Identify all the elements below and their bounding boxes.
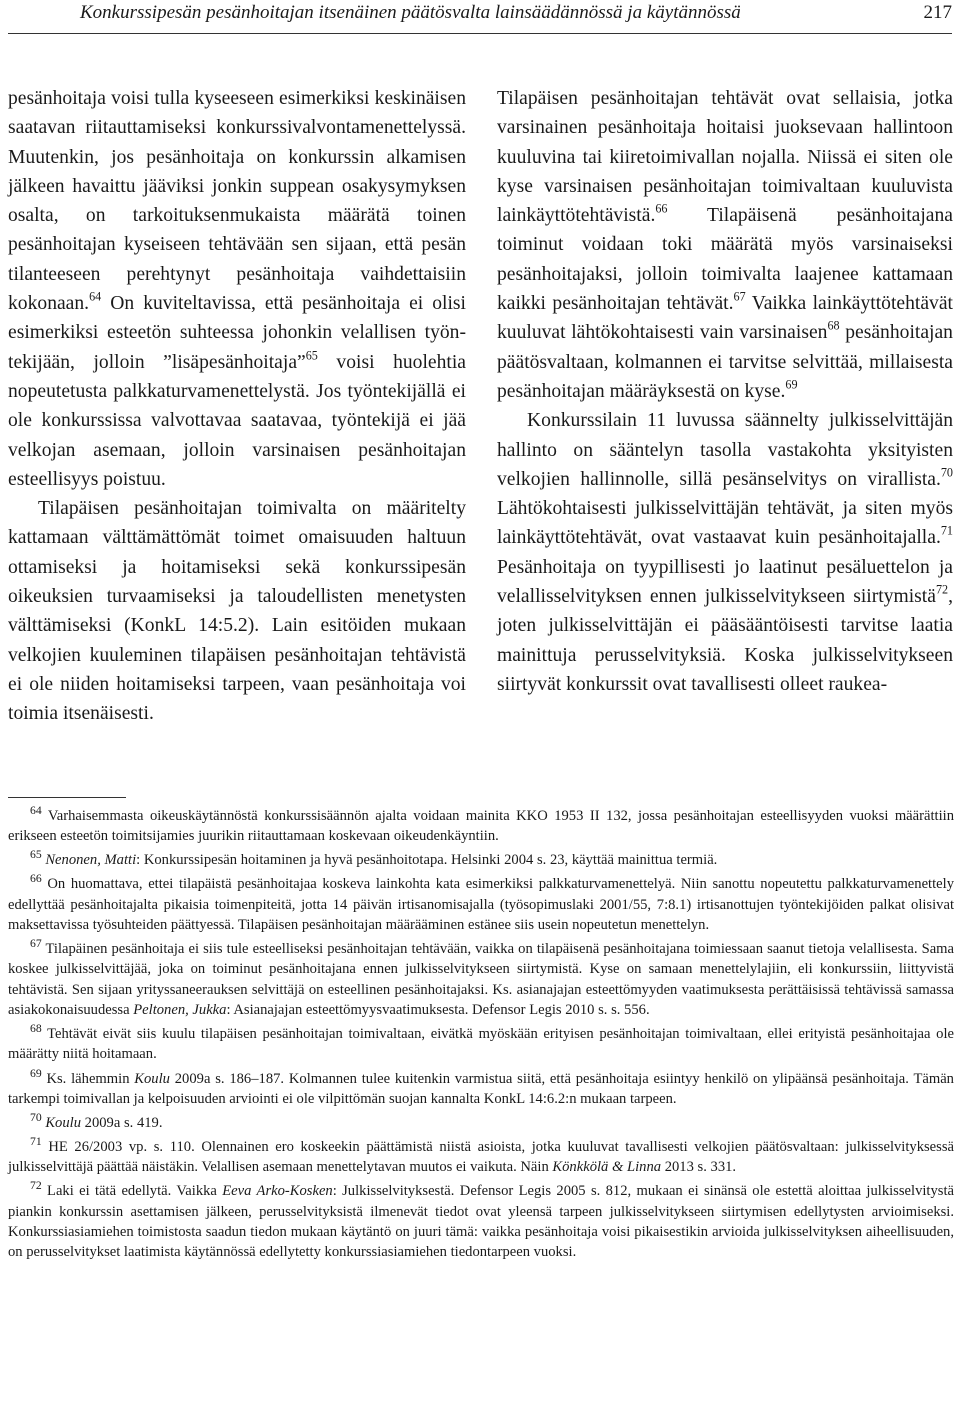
left-paragraph-2: Tilapäisen pesänhoitajan toimivalta on määritelty kattamaan välttämättömät toimet omaisuuden haltuun ottamiseksi ja hoitamiseksi sekä konkurssipesän oikeuksien turvaamiseksi ja taloudellisten menetysten välttämiseksi (KonkL 14:5.2). Lain esitöiden mukaan velkojien kuuleminen tilapäisen pesänhoitajan tehtävistä ei ole niiden hoitamiseksi tarpeen, vaan pesänhoitaja voi toimia itsenäisesti. <box>8 498 466 725</box>
footnote-ref[interactable]: 68 <box>827 318 840 333</box>
text-run: pesänhoitaja voisi tulla kyseeseen esimerkiksi keskinäisen saatavan riitauttamiseksi konkurssivalvontamenettelyssä. Muutenkin, jos pesänhoitaja on konkurssin alkamisen jälkeen havaittu jääviksi jonkin suppean osakysymyksen osalta, on tarkoituksenmukaista määrätä toinen pesänhoitajan kyseiseen tehtävään sen sijaan, että pesän tilanteeseen perehtynyt pesänhoitaja vaihdettaisiin kokonaan. <box>8 88 466 315</box>
footnote-text: Tehtävät eivät siis kuulu tilapäisen pesänhoitajan toimivaltaan, eivätkä myöskään erityisen pesänhoitajan toimivaltaan, ellei erityistä pesänhoitajaa ole määrätty niitä hoitamaan. <box>8 1026 954 1063</box>
footnote-text: 2009a s. 186–187. Kolmannen tulee kuitenkin varmistua siitä, että pesänhoitaja esiintyy henkilö on ylipäänsä pesänhoitaja. Tämän tarkempi toimivallan ja kelpoisuuden arviointi ei ole vilpittömän suojan kannalta KonkL 14:6.2:n mukaan tarpeen. <box>8 1070 954 1107</box>
footnotes <box>8 806 954 1266</box>
footnote-ref[interactable]: 64 <box>89 289 102 304</box>
running-title: Konkurssipesän pesänhoitajan itsenäinen päätösvalta lainsäädännössä ja käytännössä <box>80 2 741 23</box>
footnote-author: Nenonen, Matti <box>45 852 137 869</box>
footnote-68 <box>8 1024 954 1065</box>
text-run: Pesänhoitaja on tyypillisesti jo laatinut pesäluettelon ja velallisselvityksen ennen julkisselvitykseen siirtymistä <box>497 556 953 608</box>
footnote-66 <box>8 874 954 935</box>
text-run: pesänhoitajan päätösvaltaan, kolmannen ei tarvitse selvittää, millaisesta pesänhoitajan määräyksestä on kyse. <box>497 322 953 402</box>
text-run: Vaikka lainkäyttötehtävät kuuluvat lähtökohtaisesti vain varsinaisen <box>497 293 953 344</box>
footnote-ref[interactable]: 70 <box>940 465 953 480</box>
footnote-number: 67 <box>30 937 42 951</box>
footnote-ref[interactable]: 67 <box>733 289 746 304</box>
right-paragraph-2 <box>497 406 953 699</box>
footnote-text: 2013 s. 331. <box>661 1159 737 1176</box>
footnote-number: 70 <box>30 1111 42 1125</box>
right-paragraph-1 <box>497 84 953 406</box>
footnote-number: 68 <box>30 1022 42 1036</box>
footnote-separator <box>8 797 126 798</box>
footnote-author: Peltonen, Jukka <box>133 1002 227 1019</box>
footnote-author: Koulu <box>134 1070 170 1087</box>
footnote-72 <box>8 1181 954 1262</box>
footnote-author: Koulu <box>45 1114 82 1131</box>
right-column <box>497 84 953 699</box>
footnote-text: : Julkisselvityksestä. Defensor Legis 2005 s. 812, mukaan ei sinänsä ole estettä aloittaa julkisselvitystä piankin konkurssin asettamisen jälkeen, perusselvityksistä ilmenevät tiedot ovat yleensä tarpeen julkisselvitykseen siirtymisen edellytysten arvioimiseksi. Konkurssiasiamiehen toimistosta saadun tiedon mukaan käytäntö on juuri tämä: vaikka pesänhoitaja voisi pikaisestikin arvioida julkisselvityksen aiheellisuuden, on perusselvitykset laatimista käytännössä edellytetty konkurssiasiamiehen tiedontarpeen vuoksi. <box>8 1183 954 1261</box>
footnote-text: Ks. lähemmin <box>46 1070 135 1087</box>
footnote-ref[interactable]: 65 <box>305 347 318 362</box>
footnote-number: 72 <box>30 1179 42 1193</box>
footnote-ref[interactable]: 66 <box>655 201 668 216</box>
left-column <box>8 84 466 729</box>
page-number: 217 <box>923 2 952 23</box>
footnote-author: Könkkölä & Linna <box>552 1159 662 1176</box>
text-run: Tilapäisen pesänhoitajan tehtävät ovat sellaisia, jotka varsinainen pesänhoitaja hoitaisi juoksevaan hallintoon kuuluvina tai kiiretoimivallan nojalla. Niissä ei siten ole kyse varsinaisen pesänhoitajan toimivaltaan kuuluvista lainkäyttötehtävistä. <box>497 88 953 227</box>
text-run: Lähtökohtaisesti julkisselvittäjän tehtävät, ja siten myös lainkäyttötehtävät, ovat vastaavat kuin pesänhoitajalla. <box>497 498 953 549</box>
footnote-67 <box>8 939 954 1020</box>
footnote-ref[interactable]: 71 <box>940 523 953 538</box>
footnote-text: : Konkurssipesän hoitaminen ja hyvä pesänhoitotapa. Helsinki 2004 s. 23, käyttää mainittua termiä. <box>136 852 718 869</box>
footnote-70 <box>8 1113 954 1133</box>
footnote-author: Eeva Arko-Kosken <box>222 1183 333 1200</box>
footnote-number: 71 <box>30 1135 42 1149</box>
text-run: voisi huolehtia nopeutetusta palkkaturvamenettelystä. Jos työntekijällä ei ole konkurssissa valvottavaa saatavaa, työntekijä ei jää velkojan asemaan, jolloin varsinaisen pesänhoitajan esteellisyys poistuu. <box>8 351 466 490</box>
text-run: , joten julkisselvittäjän ei pääsääntöisesti tarvitse laatia mainittuja perusselvityksiä. Koska julkisselvitykseen siirtyvät konkurssit ovat tavallisesti olleet raukea- <box>497 586 953 695</box>
footnote-69 <box>8 1066 954 1110</box>
footnote-text: 2009a s. 419. <box>81 1114 163 1131</box>
footnote-64 <box>8 806 954 847</box>
footnote-text: : Asianajajan esteettömyysvaatimuksesta. Defensor Legis 2010 s. s. 556. <box>226 1002 650 1019</box>
running-header <box>0 0 960 34</box>
footnote-ref[interactable]: 72 <box>935 582 949 597</box>
footnote-number: 65 <box>30 848 42 862</box>
footnote-ref[interactable]: 69 <box>785 377 798 392</box>
footnote-text: Laki ei tätä edellytä. Vaikka <box>47 1183 223 1200</box>
left-paragraph-1 <box>8 84 466 494</box>
header-rule <box>8 33 952 34</box>
footnote-number: 69 <box>30 1066 42 1080</box>
footnote-71 <box>8 1137 954 1178</box>
footnote-text: HE 26/2003 vp. s. 110. Olennainen ero koskeekin päättämistä niistä asioista, jotka kuuluvat tavallisesti velkojien päätösvaltaan: julkisselvityksessä julkisselvittäjä päättää näistäkin. Velallisen asemaan menettelytavan muutos ei vaikuta. Näin <box>8 1139 954 1176</box>
text-run: Tilapäisenä pesänhoitajana toiminut voidaan toki määrätä myös varsinaiseksi pesänhoitajaksi, jolloin toimivalta laajenee kattamaan kaikki pesänhoitajan tehtävät. <box>497 205 953 315</box>
text-run: Konkurssilain 11 luvussa säännelty julkisselvittäjän hallinto on sääntelyn tasolla vastakohta yksityisten velkojien hallinnolle, sillä pesänselvitys on virallista. <box>497 410 953 490</box>
footnote-text: Varhaisemmasta oikeuskäytännöstä konkurssisäännön ajalta voidaan mainita KKO 1953 II 132, jossa pesänhoitajan esteellisyyden vuoksi määrättiin erikseen esteetön toimitsijamies juurikin riitauttamaan koskevaan oikeudenkäyntiin. <box>8 808 954 845</box>
footnote-text: Tilapäinen pesänhoitaja ei siis tule esteelliseksi pesänhoitajan tehtävään, vaikka on tilapäisenä pesänhoitajana toimiessaan saanut tietoja velallisesta. Sama koskee julkisselvittäjää, joka on toiminut pesänhoitajana ennen julkisselvitykseen siirtymistä. Kyse on samaan menettelylajiin, eli konkurssiin, liittyvistä tehtävistä. Sen sijaan yrityssaneerauksen selvittäjä on esteellinen pesänhoitajaksi. Ks. asianajajan esteettömyyden vaatimuksesta perättäisissä tehtävissä samassa asiakokonaisuudessa <box>8 941 954 1019</box>
footnote-number: 66 <box>30 872 42 886</box>
footnote-number: 64 <box>30 804 42 818</box>
footnote-text: On huomattava, ettei tilapäistä pesänhoitajaa koskeva lainkohta kata esimerkiksi palkkaturvamenettelyä. Niin sanottu nopeutettu palkkaturvamenettely edellyttää pesänhoitajalta pikaisia toimenpiteitä, jotta 14 päivän irtisanomisajalla (työsopimuslaki 2001/55, 7:8.1) irtisanottujen työntekijöiden palkat olisivat maksettavissa työsuhteiden päättyessä. Tilapäisen pesänhoitajan määrääminen estänee siis usein nopeutetun menettelyn. <box>8 876 954 934</box>
footnote-65 <box>8 850 954 870</box>
text-run: On kuviteltavissa, että pesänhoitaja ei olisi esimerkiksi esteetön suhteessa johonkin velallisen työntekijään, jolloin ”lisäpesänhoitaja” <box>8 293 466 373</box>
